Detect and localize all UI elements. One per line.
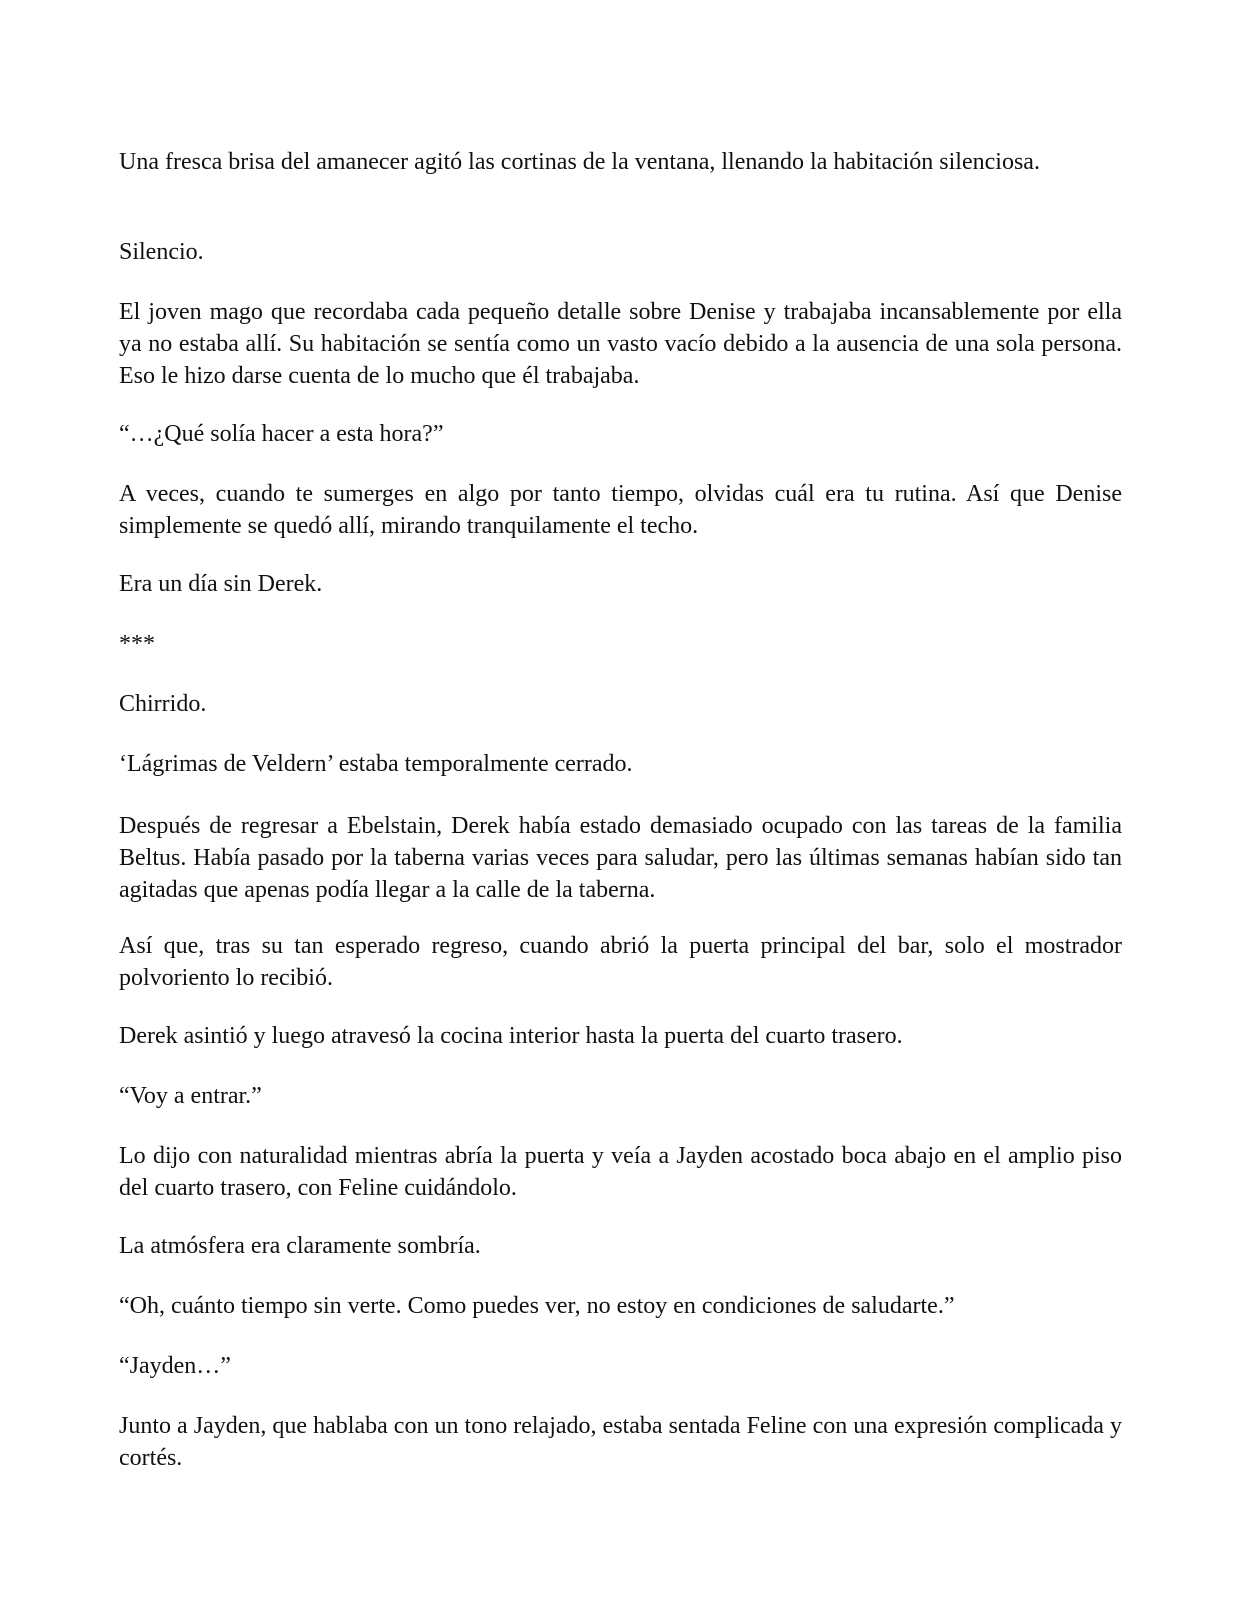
paragraph-5: A veces, cuando te sumerges en algo por tanto tiempo, olvidas cuál era tu rutina. Así que Denise simplemente se quedó allí, mirando tranquilamente el techo.	[119, 481, 1122, 539]
paragraph-10: Así que, tras su tan esperado regreso, cuando abrió la puerta principal del bar, solo el mostrador polvoriento lo recibió.	[119, 933, 1122, 991]
paragraph-15: “Oh, cuánto tiempo sin verte. Como puedes ver, no estoy en condiciones de saludarte.”	[119, 1293, 955, 1319]
paragraph-6: Era un día sin Derek.	[119, 571, 323, 597]
paragraph-1: Una fresca brisa del amanecer agitó las cortinas de la ventana, llenando la habitación silenciosa.	[119, 149, 1040, 175]
paragraph-4: “…¿Qué solía hacer a esta hora?”	[119, 421, 444, 447]
paragraph-2: Silencio.	[119, 239, 204, 265]
paragraph-14: La atmósfera era claramente sombría.	[119, 1233, 481, 1259]
paragraph-17: Junto a Jayden, que hablaba con un tono relajado, estaba sentada Feline con una expresión complicada y cortés.	[119, 1413, 1122, 1471]
paragraph-11: Derek asintió y luego atravesó la cocina interior hasta la puerta del cuarto trasero.	[119, 1023, 903, 1049]
paragraph-16: “Jayden…”	[119, 1353, 231, 1379]
paragraph-9: Después de regresar a Ebelstain, Derek había estado demasiado ocupado con las tareas de la familia Beltus. Había pasado por la taberna varias veces para saludar, pero las últimas semanas habían sido tan agitadas que apenas podía llegar a la calle de la taberna.	[119, 813, 1122, 903]
paragraph-13: Lo dijo con naturalidad mientras abría la puerta y veía a Jayden acostado boca abajo en el amplio piso del cuarto trasero, con Feline cuidándolo.	[119, 1143, 1122, 1201]
section-separator: ***	[119, 631, 155, 657]
paragraph-3: El joven mago que recordaba cada pequeño detalle sobre Denise y trabajaba incansablemente por ella ya no estaba allí. Su habitación se sentía como un vasto vacío debido a la ausencia de una sola persona. Eso le hizo darse cuenta de lo mucho que él trabajaba.	[119, 299, 1122, 389]
paragraph-8: ‘Lágrimas de Veldern’ estaba temporalmente cerrado.	[119, 751, 633, 777]
paragraph-12: “Voy a entrar.”	[119, 1083, 262, 1109]
paragraph-7: Chirrido.	[119, 691, 207, 717]
